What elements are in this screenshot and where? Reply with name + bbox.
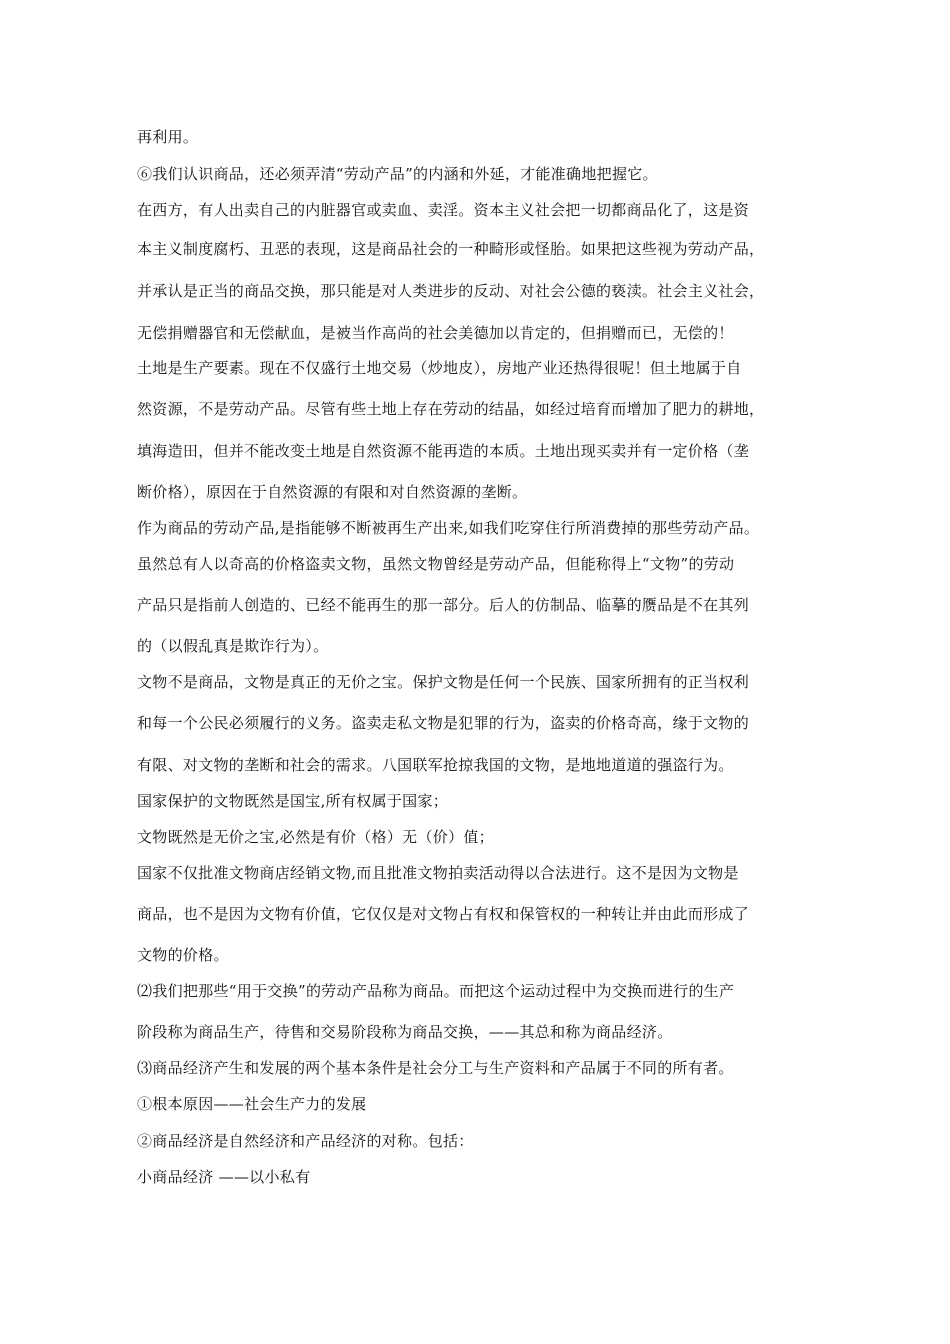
text-line: 在西方，有人出卖自己的内脏器官或卖血、卖淫。资本主义社会把一切都商品化了，这是资: [137, 201, 750, 219]
text-line: 无偿捐赠器官和无偿献血，是被当作高尚的社会美德加以肯定的，但捐赠而已，无偿的！: [137, 324, 734, 342]
text-line: 国家保护的文物既然是国宝,所有权属于国家；: [137, 792, 449, 810]
text-line: 本主义制度腐朽、丑恶的表现，这是商品社会的一种畸形或怪胎。如果把这些视为劳动产品，: [137, 240, 765, 258]
text-line: 断价格），原因在于自然资源的有限和对自然资源的垄断。: [137, 483, 528, 501]
text-line: 虽然总有人以奇高的价格盗卖文物，虽然文物曾经是劳动产品，但能称得上“文物”的劳动: [137, 555, 735, 573]
text-line: 的（以假乱真是欺诈行为）。: [137, 637, 329, 655]
text-line: 阶段称为商品生产，待售和交易阶段称为商品交换，——其总和称为商品经济。: [137, 1023, 673, 1041]
text-line: 和每一个公民必须履行的义务。盗卖走私文物是犯罪的行为，盗卖的价格奇高，缘于文物的: [137, 714, 750, 732]
text-line: 填海造田，但并不能改变土地是自然资源不能再造的本质。土地出现买卖并有一定价格（垄: [137, 442, 750, 460]
text-line: 土地是生产要素。现在不仅盛行土地交易（炒地皮），房地产业还热得很呢！但土地属于自: [137, 359, 742, 377]
text-line: 文物的价格。: [137, 946, 229, 964]
text-line: ②商品经济是自然经济和产品经济的对称。包括：: [137, 1132, 474, 1150]
text-line: ①根本原因——社会生产力的发展: [137, 1095, 367, 1113]
text-line: 小商品经济 ——以小私有: [137, 1168, 311, 1186]
text-line: 产品只是指前人创造的、已经不能再生的那一部分。后人的仿制品、临摹的赝品是不在其列: [137, 596, 750, 614]
text-line: 商品，也不是因为文物有价值，它仅仅是对文物占有权和保管权的一种转让并由此而形成了: [137, 905, 750, 923]
text-line: 国家不仅批准文物商店经销文物,而且批准文物拍卖活动得以合法进行。这不是因为文物是: [137, 864, 739, 882]
text-line: 作为商品的劳动产品,是指能够不断被再生产出来,如我们吃穿住行所消费掉的那些劳动产品。: [137, 519, 760, 537]
text-line: 并承认是正当的商品交换，那只能是对人类进步的反动、对社会公德的亵渎。社会主义社会，: [137, 282, 765, 300]
text-line: ⑵我们把那些“用于交换”的劳动产品称为商品。而把这个运动过程中为交换而进行的生产: [137, 982, 735, 1000]
text-line: ⑶商品经济产生和发展的两个基本条件是社会分工与生产资料和产品属于不同的所有者。: [137, 1059, 734, 1077]
text-line: 文物既然是无价之宝,必然是有价（格）无（价）值；: [137, 828, 494, 846]
text-line: ⑥我们认识商品，还必须弄清“劳动产品”的内涵和外延，才能准确地把握它。: [137, 165, 658, 183]
text-line: 再利用。: [137, 128, 199, 146]
text-line: 有限、对文物的垄断和社会的需求。八国联军抢掠我国的文物，是地地道道的强盗行为。: [137, 756, 734, 774]
text-line: 然资源，不是劳动产品。尽管有些土地上存在劳动的结晶，如经过培育而增加了肥力的耕地，: [137, 400, 765, 418]
text-line: 文物不是商品，文物是真正的无价之宝。保护文物是任何一个民族、国家所拥有的正当权利: [137, 673, 750, 691]
